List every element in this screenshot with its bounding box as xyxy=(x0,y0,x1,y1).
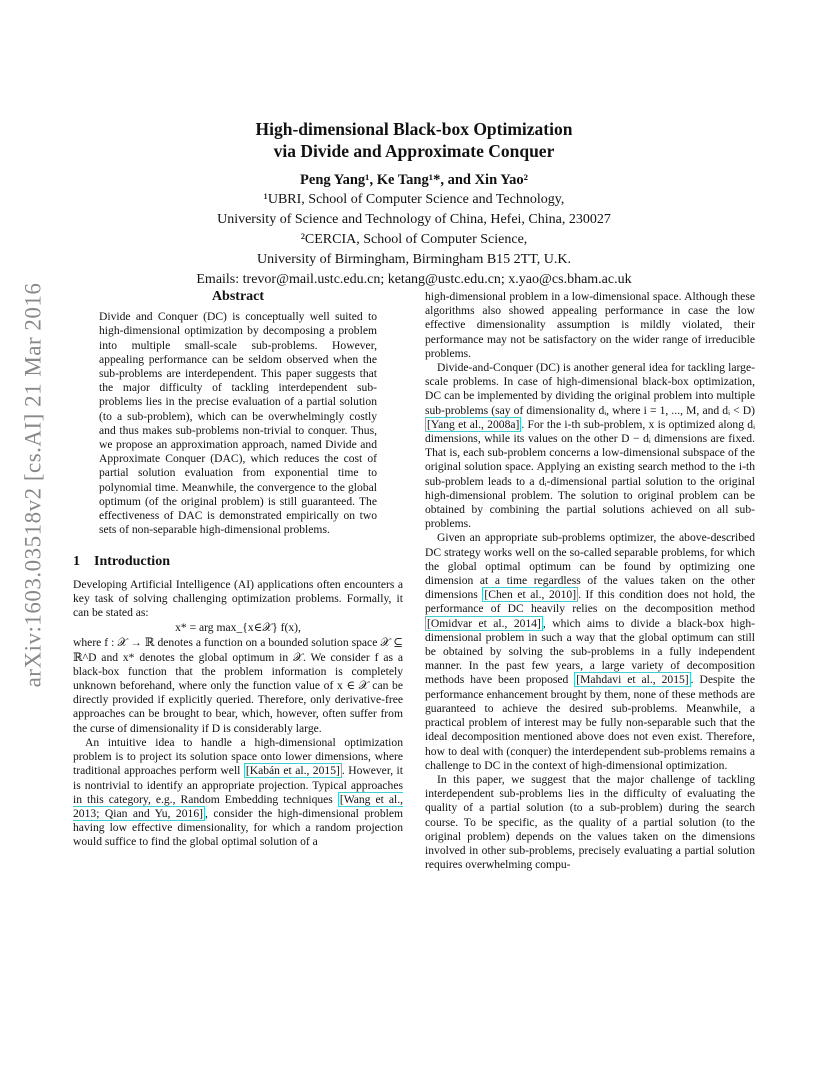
left-column xyxy=(73,290,403,850)
citation-link[interactable]: [Yang et al., 2008a] xyxy=(427,417,520,431)
text-segment: , consider the high-dimensional problem having low effective dimensionality, for which a random projection would suffice to find the global optimal solution of a xyxy=(73,806,403,849)
arxiv-identifier xyxy=(18,282,48,688)
author-block xyxy=(0,170,828,290)
citation-link[interactable]: [Mahdavi et al., 2015] xyxy=(576,673,689,687)
citation-link[interactable]: [Omidvar et al., 2014] xyxy=(427,616,541,630)
text-segment: . However, it is nontrivial to identify an appropriate projection. Typical approaches in this category, e.g., Random Embedding techniques xyxy=(73,764,403,806)
intro-paragraph-1a: Developing Artificial Intelligence (AI) applications often encounters a key task of solving challenging optimization problems. Formally, it can be stated as: xyxy=(73,577,403,620)
section-title: Introduction xyxy=(94,554,170,570)
citation-link[interactable]: [Wang et al., 2013; Qian and Yu, 2016] xyxy=(73,792,403,820)
affiliation-1-line-2: University of Science and Technology of China, Hefei, China, 230027 xyxy=(217,212,611,227)
abstract-heading: Abstract xyxy=(211,289,265,304)
intro-paragraph-2 xyxy=(73,736,403,850)
text-segment: An intuitive idea to handle a high-dimensional optimization problem is to project its solution space onto lower dimensions, where traditional approaches perform well xyxy=(73,735,403,778)
affiliation-2-line-2: University of Birmingham, Birmingham B15 2TT, U.K. xyxy=(257,252,571,267)
text-segment: . Despite the performance enhancement brought by them, none of these methods are guaranteed to achieve the desired sub-problems. Meanwhile, a practical problem of interest may be fully non-separable such that the ideal decomposition mentioned above does not even exist. Therefore, how to deal with (conquer) the interdependent sub-problems remains a challenge to DC in the context of high-dimensional optimization. xyxy=(425,673,755,772)
paper-title xyxy=(0,118,828,162)
arxiv-identifier-text: arXiv:1603.03518v2 [cs.AI] 21 Mar 2016 xyxy=(20,282,46,688)
author-emails: Emails: trevor@mail.ustc.edu.cn; ketang@ustc.edu.cn; x.yao@cs.bham.ac.uk xyxy=(196,272,632,287)
right-paragraph-1: high-dimensional problem in a low-dimensional space. Although these algorithms also showed appealing performance in case the low effective dimensionality assumption is mildly violated, their performance may not be satisfactory on the wider range of irreducible problems. xyxy=(425,290,755,360)
citation-link[interactable]: [Chen et al., 2010] xyxy=(484,588,577,602)
section-heading-introduction xyxy=(73,555,403,569)
right-paragraph-2 xyxy=(425,361,755,531)
equation-argmax: x* = arg max_{x∈𝒳} f(x), xyxy=(175,621,301,635)
section-number: 1 xyxy=(73,554,80,570)
text-segment: Divide-and-Conquer (DC) is another general idea for tackling large-scale problems. In case of high-dimensional black-box optimization, DC can be implemented by dividing the original problem into multiple sub-problems (say of dimensionality dᵢ, where i = 1, ..., M, and dᵢ < D) xyxy=(425,361,755,417)
citation-link[interactable]: [Kabán et al., 2015] xyxy=(245,764,340,778)
affiliation-2-line-1: ²CERCIA, School of Computer Science, xyxy=(300,232,528,247)
text-segment: , which aims to divide a black-box high-dimensional problem in such a way that the global optimum can still be obtained by solving the sub-problems in a fully independent manner. In the past few years, a large variety of decomposition methods have been proposed xyxy=(425,616,755,687)
text-segment: . If this condition does not hold, the performance of DC heavily relies on the decomposition method xyxy=(425,588,756,616)
right-column xyxy=(425,290,755,872)
right-paragraph-3 xyxy=(425,531,755,772)
right-paragraph-4: In this paper, we suggest that the major challenge of tackling interdependent sub-problems lies in the difficulty of evaluating the quality of a partial solution (to a sub-problem) during the search course. To be specific, as the quality of a partial solution (to the original problem) depends on the values taken on the dimensions involved in other sub-problems, precisely evaluating a partial solution requires overwhelming compu- xyxy=(425,772,755,872)
author-names: Peng Yang¹, Ke Tang¹*, and Xin Yao² xyxy=(300,172,528,188)
text-segment: . For the i-th sub-problem, x is optimized along dᵢ dimensions, while its values on the other D − dᵢ dimensions are fixed. That is, each sub-problem concerns a low-dimensional subspace of the original solution space. Applying an existing search method to the i-th sub-problem leads to a dᵢ-dimensional partial solution to the original high-dimensional problem. The solution to original problem can be obtained by combining the partial solutions achieved on all sub-problems. xyxy=(425,417,755,531)
text-segment: Given an appropriate sub-problems optimizer, the above-described DC strategy works well on the so-called separable problems, for which the global optimal optimum can be found by optimizing one dimension at a time regardless of the values taken on the other dimensions xyxy=(425,531,755,602)
affiliation-1-line-1: ¹UBRI, School of Computer Science and Technology, xyxy=(263,192,565,207)
intro-paragraph-1b: where f : 𝒳 → ℝ denotes a function on a bounded solution space 𝒳 ⊆ ℝ^D and x* denotes the global optimum in 𝒳. We consider f as a black-box function that the problem information is completely unknown beforehand, where only the function value of x ∈ 𝒳 can be directly provided if explicitly queried. Therefore, only derivative-free approaches can be brought to bear, which, however, often suffer from the curse of dimensionality if D is considerably large. xyxy=(73,636,403,735)
title-line-1: High-dimensional Black-box Optimization xyxy=(255,119,573,139)
title-line-2: via Divide and Approximate Conquer xyxy=(273,141,555,161)
abstract-text: Divide and Conquer (DC) is conceptually well suited to high-dimensional optimization by decomposing a problem into multiple small-scale sub-problems. However, appealing performance can be seldom observed when the sub-problems are interdependent. This paper suggests that the major difficulty of tackling interdependent sub-problems lies in the precise evaluation of a partial solution (to a sub-problem), which can be overwhelmingly costly and thus makes sub-problems non-trivial to conquer. Thus, we propose an approximation approach, named Divide and Approximate Conquer (DAC), which reduces the cost of partial solution evaluation from exponential time to polynomial time. Meanwhile, the convergence to the global optimum (of the original problem) is still guaranteed. The effectiveness of DAC is demonstrated empirically on two sets of non-separable high-dimensional problems. xyxy=(99,310,377,537)
